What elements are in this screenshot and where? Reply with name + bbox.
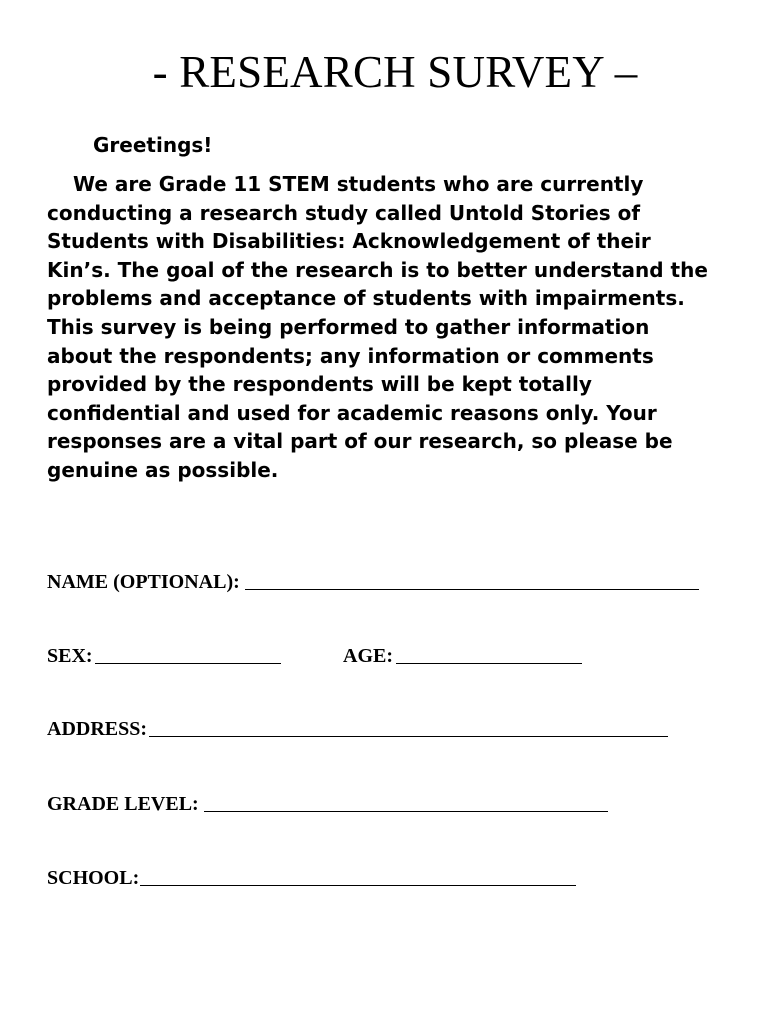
intro-line: responses are a vital part of our research, so please be xyxy=(47,429,673,454)
age-label: AGE: xyxy=(343,645,393,667)
grade-level-field xyxy=(47,792,608,816)
intro-line: We are Grade 11 STEM students who are currently xyxy=(73,172,644,196)
address-label: ADDRESS: xyxy=(47,718,148,740)
intro-line: genuine as possible. xyxy=(47,457,279,482)
school-input-line[interactable] xyxy=(140,884,576,886)
intro-line: problems and acceptance of students with impairments. xyxy=(47,286,685,311)
intro-line: provided by the respondents will be kept totally xyxy=(47,372,592,397)
greeting-text: Greetings! xyxy=(93,133,213,157)
intro-line: Students with Disabilities: Acknowledgement of their xyxy=(47,229,651,254)
school-field xyxy=(47,866,576,890)
sex-label: SEX: xyxy=(47,645,93,667)
intro-line: confidential and used for academic reasons only. Your xyxy=(47,400,657,425)
intro-line: This survey is being performed to gather information xyxy=(47,314,650,339)
name-label: NAME (OPTIONAL): xyxy=(47,571,240,593)
address-field xyxy=(47,717,668,741)
intro-line: Kin’s. The goal of the research is to better understand the xyxy=(47,257,708,282)
name-field xyxy=(47,570,699,594)
intro-line: about the respondents; any information or comments xyxy=(47,343,654,368)
intro-paragraph xyxy=(47,170,747,485)
grade-level-label: GRADE LEVEL: xyxy=(47,793,199,815)
age-input-line[interactable] xyxy=(396,662,582,664)
address-input-line[interactable] xyxy=(149,735,668,737)
grade-level-input-line[interactable] xyxy=(204,810,608,812)
intro-line: conducting a research study called Untold Stories of xyxy=(47,200,641,225)
name-input-line[interactable] xyxy=(245,588,699,590)
age-field xyxy=(343,644,582,668)
survey-title: - RESEARCH SURVEY – xyxy=(152,47,638,97)
sex-input-line[interactable] xyxy=(95,662,281,664)
sex-field xyxy=(47,644,281,668)
school-label: SCHOOL: xyxy=(47,867,140,889)
